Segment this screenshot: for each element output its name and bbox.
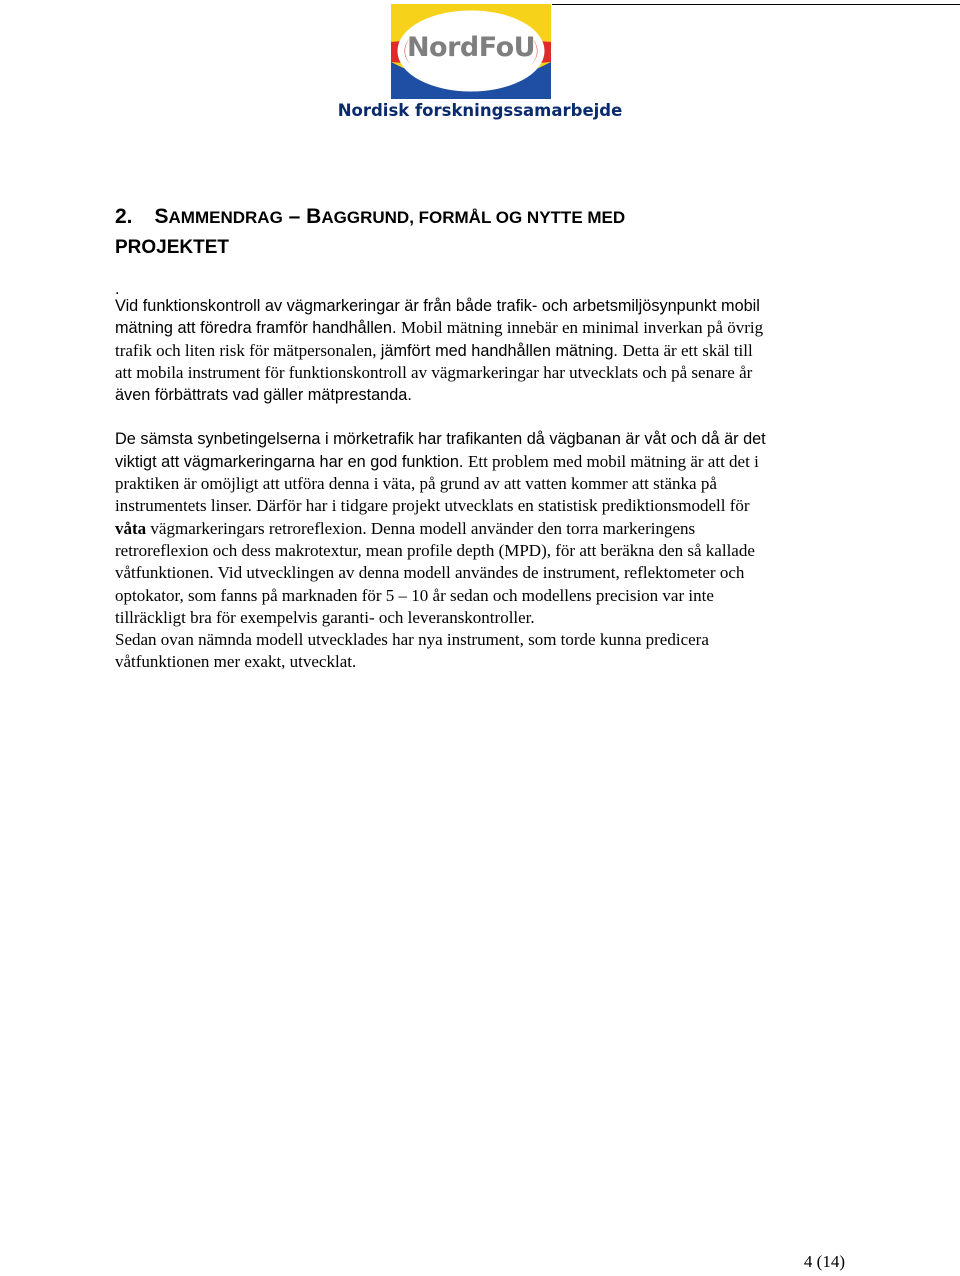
section-number: 2.: [115, 205, 133, 228]
para2-text-run: våta: [115, 518, 147, 538]
nordfou-logo: [390, 4, 552, 104]
para1-text-run: Detta är ett skäl till: [622, 340, 753, 360]
para2-line: [115, 495, 855, 517]
para2-line: [115, 629, 855, 651]
heading-part-2: –: [282, 205, 307, 228]
para1-text-run: även förbättrats vad gäller mätprestanda.: [115, 386, 412, 405]
para2-text-run: Sedan ovan nämnda modell utvecklades har nya instrument, som torde kunna predicera: [115, 630, 709, 650]
body-dot: .: [115, 280, 120, 298]
para1-line: [115, 362, 855, 384]
para2-text-run: viktigt att vägmarkeringarna har en god funktion.: [115, 452, 468, 471]
para2-text-run: instrumentets linser. Därför har i tidgare projekt utvecklats en statistisk prediktionsmodell för: [115, 496, 750, 516]
para2-text-run: våtfunktionen. Vid utvecklingen av denna modell användes de instrument, reflektometer och: [115, 563, 745, 583]
para2-line: [115, 518, 855, 540]
para2-text-run: våtfunktionen mer exakt, utvecklat.: [115, 652, 357, 672]
para2-text-run: Ett problem med mobil mätning är att det i: [467, 451, 759, 471]
heading-part-6: FORMÅL OG NYTTE MED: [418, 208, 626, 227]
page-header: [0, 0, 960, 130]
para2-text-run: tillräckligt bra för exempelvis garanti- och leveranskontroller.: [115, 607, 535, 627]
para2-line: [115, 562, 855, 584]
page-number: 4 (14): [803, 1252, 845, 1271]
para2-text-run: optokator, som fanns på marknaden för 5 – 10 år sedan och modellens precision var inte: [115, 585, 714, 605]
paragraph-gap: [115, 406, 855, 428]
para1-line: [115, 384, 855, 406]
para2-text-run: vägmarkeringars retroreflexion. Denna modell använder den torra markeringens: [146, 518, 696, 538]
para1-text-run: trafik och liten risk för mätpersonalen,: [115, 340, 381, 360]
para1-line: [115, 340, 855, 362]
paragraph-1: [115, 295, 855, 406]
para1-text-run: Mobil mätning innebär en minimal inverkan på övrig: [401, 318, 764, 338]
para2-line: [115, 451, 855, 473]
logo-wordmark: NordFoU: [406, 32, 536, 63]
section-heading-line-1: [115, 202, 855, 233]
heading-part-0: S: [154, 205, 169, 228]
para1-line: [115, 295, 855, 317]
para2-line: [115, 651, 855, 673]
para1-text-run: Vid funktionskontroll av vägmarkeringar är från både trafik- och arbetsmiljösynpunkt mobil: [115, 297, 760, 315]
header-subtitle: Nordisk forskningssamarbejde: [337, 101, 623, 120]
heading-part-3: B: [306, 205, 322, 228]
heading-part-1: AMMENDRAG: [168, 208, 283, 227]
header-rule: [552, 4, 960, 5]
heading-part-5: ,: [409, 208, 419, 227]
section-heading-line-2: PROJEKTET: [115, 237, 230, 258]
para1-line: [115, 317, 855, 339]
para2-line: [115, 473, 855, 495]
para2-line: [115, 428, 855, 450]
para2-line: [115, 540, 855, 562]
para1-text-run: mätning att föredra framför handhållen.: [115, 319, 401, 338]
paragraph-2: [115, 428, 855, 673]
body-text: [115, 280, 855, 674]
para1-text-run: att mobila instrument för funktionskontroll av vägmarkeringar har utvecklats och på senare år: [115, 362, 753, 382]
para2-text-run: De sämsta synbetingelserna i mörketrafik har trafikanten då vägbanan är våt och då är det: [115, 430, 766, 449]
section-heading: [115, 202, 855, 263]
heading-part-4: AGGRUND: [321, 208, 410, 227]
para2-text-run: praktiken är omöjligt att utföra denna i väta, på grund av att vatten kommer att stänka på: [115, 474, 717, 494]
para2-line: [115, 585, 855, 607]
para2-text-run: retroreflexion och dess makrotextur, mean profile depth (MPD), för att beräkna den så kallade: [115, 540, 755, 560]
para1-text-run: jämfört med handhållen mätning.: [380, 341, 623, 360]
para2-line: [115, 607, 855, 629]
